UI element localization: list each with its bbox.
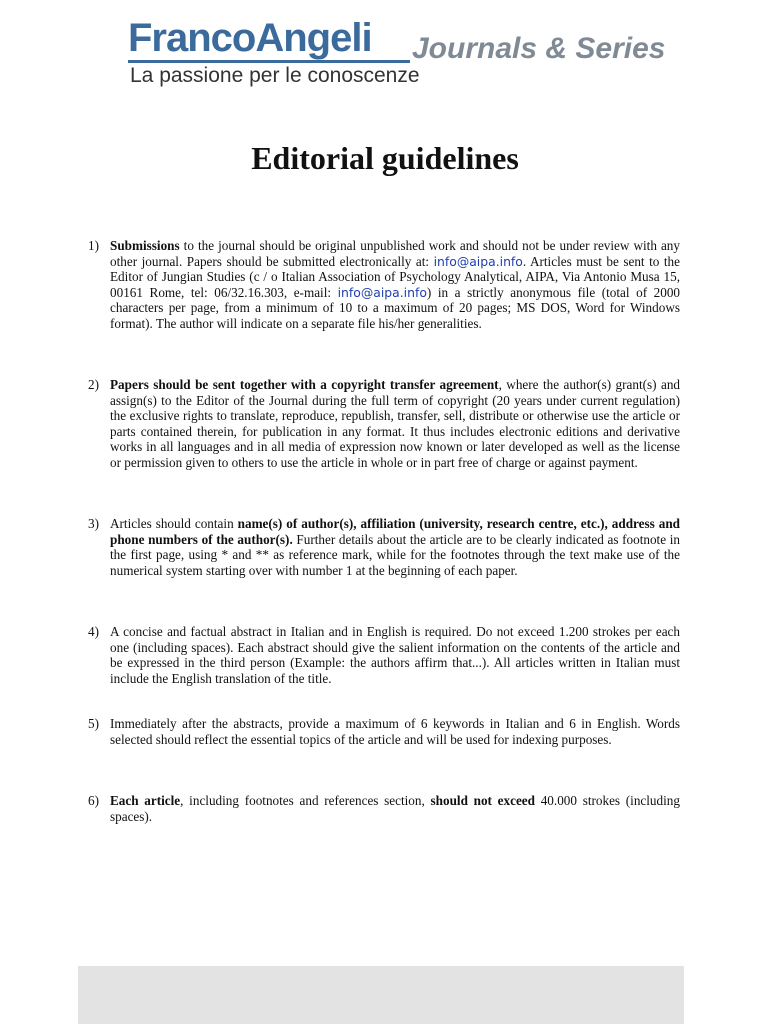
item-text-part: A concise and factual abstract in Italian and in English is required. Do not exceed 1.200 strokes per each one (including spaces). Each abstract should give the salient information on the contents of the article and be expressed in the third person (Example: the authors affirm that...). All articles written in Italian must include the English translation of the title. bbox=[110, 624, 680, 686]
guideline-item-4 bbox=[88, 624, 680, 686]
item-text-part: , where the author(s) grant(s) and assign(s) to the Editor of the Journal during the full term of copyright (20 years under current regulation) the exclusive rights to translate, reproduce, republish, transfer, sell, distribute or otherwise use the article or parts contained therein, for publication in any format. It thus includes electronic editions and derivative works in all languages and in all media of expression now known or later developed as well as the license or permission given to others to use the article in whole or in part free of charge or against payment. bbox=[110, 377, 681, 470]
item-text-part: Further details about the article are to be clearly indicated as footnote in the first page, using * and ** as reference mark, while for the footnotes through the text make use of the numerical system starting over with number 1 at the beginning of each paper. bbox=[110, 531, 680, 578]
item-number: 4) bbox=[88, 624, 99, 639]
item-bold-text: should not exceed bbox=[430, 793, 535, 808]
item-number: 6) bbox=[88, 793, 99, 808]
item-number: 3) bbox=[88, 516, 99, 531]
item-text-part: . Articles must be sent to the Editor of Jungian Studies (c / o Italian Association of Psychology Analytical, AIPA, Via Antonio Musa 15, 00161 Rome, tel: 06/32.16.303, e-mail: bbox=[110, 253, 680, 300]
item-bold-text: Papers should be sent together with a copyright transfer agreement bbox=[110, 377, 499, 392]
logo-brand-name: FrancoAngeli bbox=[128, 16, 372, 60]
item-text-part: Articles should contain bbox=[110, 516, 238, 531]
item-number: 1) bbox=[88, 238, 99, 253]
logo-series-label: Journals & Series bbox=[412, 32, 666, 65]
item-text-part: ) in a strictly anonymous file (total of 2000 characters per page, from a minimum of 10 to a maximum of 20 pages; MS DOS, Word for Windows format). The author will indicate on a separate file his/her generalities. bbox=[110, 284, 681, 331]
item-text bbox=[110, 716, 680, 747]
item-text bbox=[110, 793, 680, 824]
guideline-item-6 bbox=[88, 793, 680, 824]
email-link[interactable]: info@aipa.info bbox=[433, 253, 523, 269]
logo-tagline: La passione per le conoscenze bbox=[130, 64, 420, 87]
guideline-item-5 bbox=[88, 716, 680, 747]
item-text bbox=[110, 624, 680, 686]
item-text-part: 40.000 strokes (including spaces). bbox=[110, 793, 680, 824]
guideline-item-3 bbox=[88, 516, 680, 578]
footer-band bbox=[78, 966, 684, 1024]
item-text bbox=[110, 377, 680, 471]
guideline-item-1 bbox=[88, 238, 680, 332]
email-link[interactable]: info@aipa.info bbox=[337, 284, 427, 300]
item-bold-text: name(s) of author(s), affiliation (university, research centre, etc.), address and phone numbers of the author(s). bbox=[110, 516, 681, 547]
item-text bbox=[110, 238, 680, 332]
item-text bbox=[110, 516, 680, 578]
item-text-part: , including footnotes and references section, bbox=[180, 793, 431, 808]
publisher-logo bbox=[128, 14, 666, 87]
item-bold-text: Each article bbox=[110, 793, 181, 808]
guideline-item-2 bbox=[88, 377, 680, 471]
item-text-part: Immediately after the abstracts, provide a maximum of 6 keywords in Italian and 6 in English. Words selected should reflect the essential topics of the article and will be used for indexing purposes. bbox=[110, 716, 680, 747]
item-number: 5) bbox=[88, 716, 99, 731]
item-text-part: to the journal should be original unpublished work and should not be under review with any other journal. Papers should be submitted electronically at: bbox=[110, 238, 680, 269]
item-number: 2) bbox=[88, 377, 99, 392]
page-title: Editorial guidelines bbox=[251, 140, 519, 176]
logo-underline bbox=[128, 60, 410, 63]
item-bold-text: Submissions bbox=[110, 238, 180, 253]
